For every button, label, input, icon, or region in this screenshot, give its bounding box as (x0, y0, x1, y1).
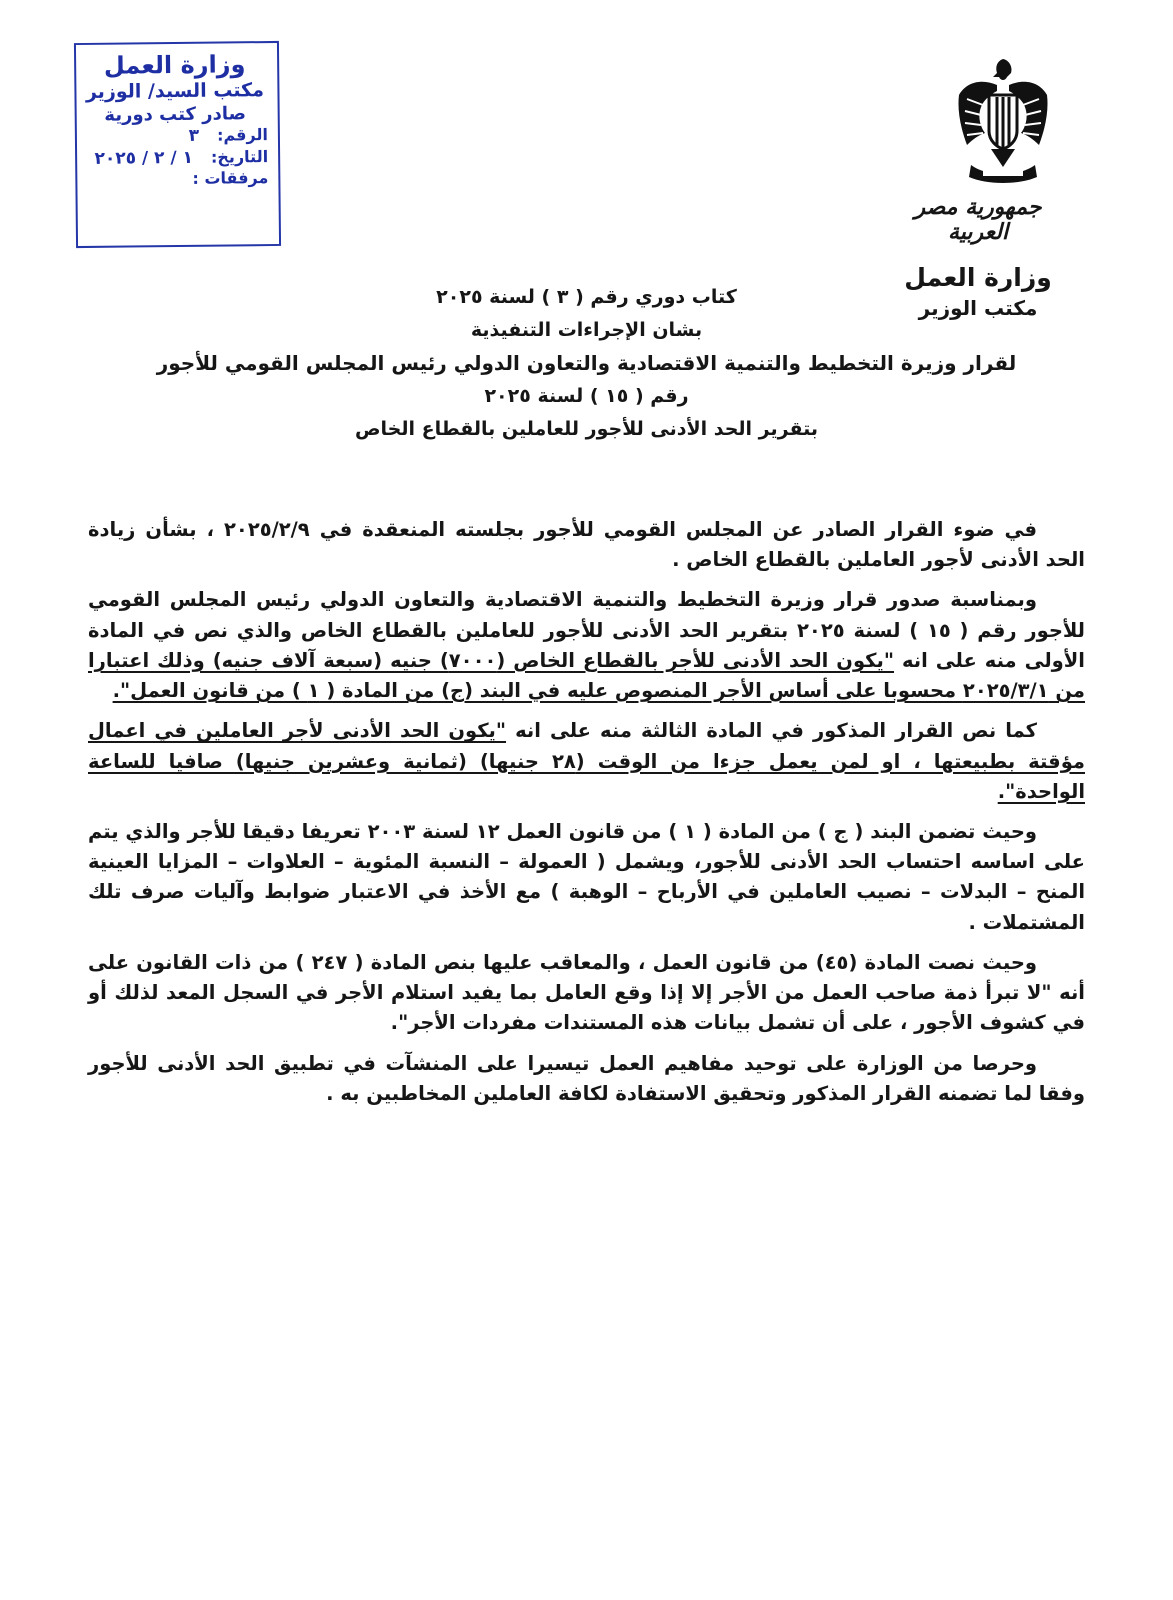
stamp-date-row (83, 147, 268, 170)
stamp-ministry: وزارة العمل (103, 50, 246, 80)
stamp-date-label: التاريخ: (210, 146, 269, 167)
ministry-name: وزارة العمل (904, 263, 1052, 292)
stamp-number-value: ٣ (188, 126, 200, 147)
document-body (88, 515, 1085, 1119)
ministry-stamp (74, 41, 281, 248)
circular-title (140, 283, 1033, 447)
stamp-attachments-label: مرفقات : (192, 167, 269, 188)
stamp-attachments-row (83, 168, 268, 190)
quoted-text-underlined: "يكون الحد الأدنى لأجر العاملين في اعمال مؤقتة بطبيعتها ، او لمن يعمل جزءا من الوقت (٢٨ جنيها) (ثمانية وعشرين جنيها) صافيا للساعة الواحدة". (88, 719, 1085, 803)
paragraph-text: وبمناسبة صدور قرار وزيرة التخطيط والتنمية الاقتصادية والتعاون الدولي رئيس المجلس القومي للأجور رقم ( ١٥ ) لسنة ٢٠٢٥ بتقرير الحد الأدنى للأجور للعاملين بالقطاع الخاص والذي نص في المادة الأولى منه على انه (88, 588, 1086, 672)
stamp-number-label: الرقم: (216, 125, 269, 145)
title-circular-number: كتاب دوري رقم ( ٣ ) لسنة ٢٠٢٥ (436, 286, 737, 308)
office-name: مكتب الوزير (918, 296, 1038, 320)
paragraph: وحرصا من الوزارة على توحيد مفاهيم العمل تيسيرا على المنشآت في تطبيق الحد الأدنى للأجور وفقا لما تضمنه القرار المذكور وتحقيق الاستفادة لكافة العاملين المخاطبين به . (88, 1051, 1085, 1105)
country-name: جمهورية مصر العربية (914, 195, 1042, 245)
title-decision-number: رقم ( ١٥ ) لسنة ٢٠٢٥ (484, 385, 689, 407)
title-subject: بشان الإجراءات التنفيذية (470, 318, 703, 341)
stamp-outgoing: صادر كتب دورية (104, 103, 247, 126)
paragraph-text: كما نص القرار المذكور في المادة الثالثة منه على انه (506, 719, 1038, 743)
paragraph: وحيث تضمن البند ( ج ) من المادة ( ١ ) من قانون العمل ١٢ لسنة ٢٠٠٣ تعريفا دقيقا للأجر والذي يتم على اساسه احتساب الحد الأدنى للأجور، ويشمل ( العمولة – النسبة المئوية – العلاوات – المزايا العينية المنح – البدلات – نصيب العاملين في الأرباح – الوهبة ) مع الأخذ في الاعتبار ضوابط وآليات صرف تلك المشتملات . (88, 819, 1085, 934)
stamp-number-row (83, 125, 268, 148)
paragraph (88, 585, 1085, 706)
stamp-date-value: ١ / ٢ / ٢٠٢٥ (94, 147, 194, 169)
egypt-eagle-emblem-icon (953, 55, 1053, 185)
quoted-text-underlined: "يكون الحد الأدنى للأجر بالقطاع الخاص (٧٠٠٠) جنيه (سبعة آلاف جنيه) وذلك اعتبارا من ٢٠٢٥/٣/١ محسوبا على أساس الأجر المنصوص عليه في البند (ج) من المادة ( ١ ) من قانون العمل". (88, 648, 1085, 703)
title-decision-topic: بتقرير الحد الأدنى للأجور للعاملين بالقطاع الخاص (354, 417, 819, 440)
title-decision: لقرار وزيرة التخطيط والتنمية الاقتصادية والتعاون الدولي رئيس المجلس القومي للأجور (156, 351, 1017, 375)
paragraph: وحيث نصت المادة (٤٥) من قانون العمل ، والمعاقب عليها بنص المادة ( ٢٤٧ ) من ذات القانون على أنه "لا تبرأ ذمة صاحب العمل من الأجر إلا إذا وقع العامل بما يفيد استلام الأجر في السجل المعد لذلك أو في كشوف الأجور ، على أن تشمل بيانات هذه المستندات مفردات الأجر". (88, 950, 1085, 1035)
paragraph (88, 716, 1085, 807)
paragraph: في ضوء القرار الصادر عن المجلس القومي للأجور بجلسته المنعقدة في ٢٠٢٥/٢/٩ ، بشأن زيادة الحد الأدنى لأجور العاملين بالقطاع الخاص . (88, 518, 1085, 572)
stamp-office: مكتب السيد/ الوزير (85, 79, 265, 103)
